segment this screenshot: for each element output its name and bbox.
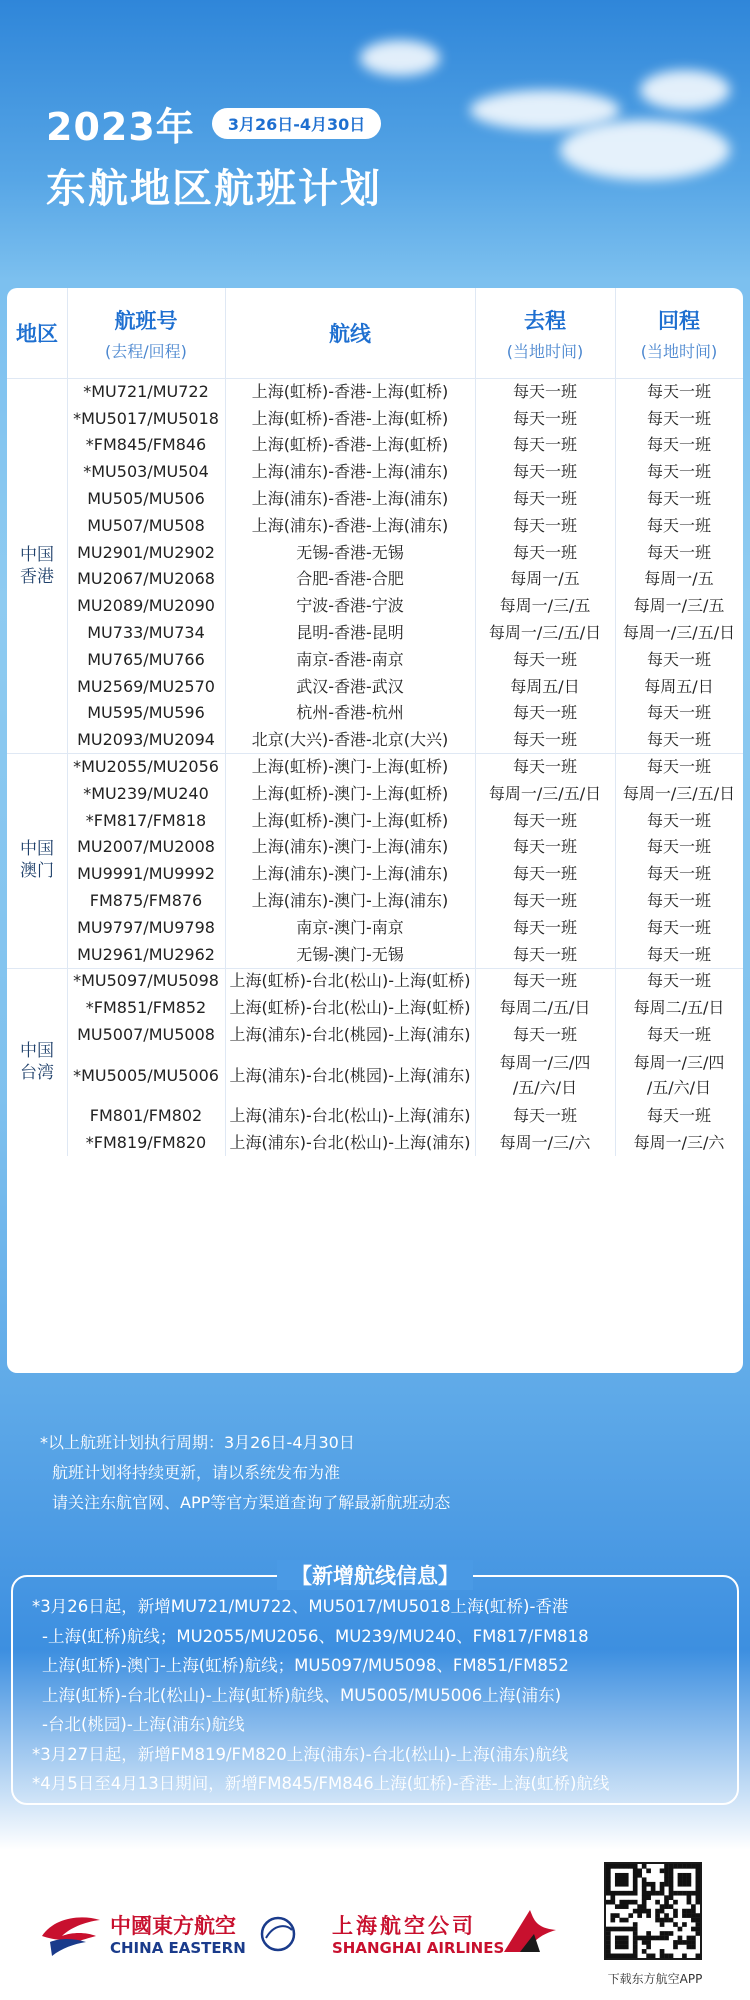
header-route-label: 航线 — [329, 322, 371, 346]
flight-number-cell: MU2007/MU2008 — [77, 837, 215, 857]
route-cell: 北京(大兴)-香港-北京(大兴) — [251, 730, 449, 750]
column-divider — [225, 288, 226, 1156]
qr-code-label: 下载东方航空APP — [607, 1972, 703, 1986]
route-cell: 上海(浦东)-澳门-上海(浦东) — [251, 864, 449, 884]
return-cell: 每天一班 — [646, 542, 711, 562]
table-row — [67, 378, 743, 405]
return-cell: 每天一班 — [646, 649, 711, 669]
header-outbound-sublabel: (当地时间) — [506, 341, 584, 361]
return-cell: 每周五/日 — [644, 676, 714, 696]
table-row — [67, 566, 743, 593]
new-routes-body — [32, 1592, 732, 1799]
new-route-line: 上海(虹桥)-台北(松山)-上海(虹桥)航线、MU5005/MU5006上海(浦东) — [42, 1685, 562, 1705]
outbound-cell: 每周一/三/五 — [499, 596, 591, 616]
column-divider — [475, 288, 476, 1156]
route-cell: 上海(虹桥)-香港-上海(虹桥) — [251, 381, 449, 401]
route-cell: 上海(浦东)-香港-上海(浦东) — [251, 489, 449, 509]
return-cell: 每周一/三/五/日 — [622, 783, 736, 803]
table-header — [7, 288, 743, 378]
region-cell — [7, 378, 67, 753]
header-return-sublabel: (当地时间) — [640, 341, 718, 361]
outbound-cell: 每天一班 — [512, 381, 577, 401]
region-label: 中国 — [20, 544, 54, 565]
header-return — [615, 288, 743, 378]
table-row — [67, 968, 743, 995]
table-row — [67, 834, 743, 861]
flight-number-cell: MU2093/MU2094 — [77, 730, 215, 750]
route-cell: 无锡-澳门-无锡 — [296, 944, 404, 964]
outbound-cell-line: 每周一/三/四 — [499, 1053, 591, 1072]
route-cell: 上海(虹桥)-台北(松山)-上海(虹桥) — [229, 971, 471, 991]
table-row — [67, 1129, 743, 1156]
outbound-cell: 每天一班 — [512, 810, 577, 830]
header-flight-label: 航班号 — [114, 308, 178, 333]
route-cell: 上海(浦东)-台北(桃园)-上海(浦东) — [229, 1025, 471, 1045]
table-row — [67, 485, 743, 512]
return-cell-line: /五/六/日 — [646, 1078, 712, 1097]
route-cell: 上海(浦东)-香港-上海(浦东) — [251, 462, 449, 482]
route-cell: 南京-澳门-南京 — [296, 917, 404, 937]
route-cell: 上海(虹桥)-澳门-上海(虹桥) — [251, 783, 449, 803]
return-cell: 每周一/三/五 — [633, 596, 725, 616]
route-cell: 武汉-香港-武汉 — [296, 676, 404, 696]
return-cell: 每天一班 — [646, 381, 711, 401]
outbound-cell: 每天一班 — [512, 837, 577, 857]
header-region-label: 地区 — [16, 322, 58, 346]
route-cell: 上海(虹桥)-台北(松山)-上海(虹桥) — [229, 998, 471, 1018]
flight-number-cell: FM875/FM876 — [89, 891, 203, 911]
table-row — [67, 432, 743, 459]
table-row — [67, 539, 743, 566]
column-divider — [615, 288, 616, 1156]
flight-number-cell: *FM851/FM852 — [85, 998, 207, 1018]
route-cell: 上海(浦东)-台北(桃园)-上海(浦东) — [229, 1065, 471, 1085]
route-cell: 杭州-香港-杭州 — [296, 703, 404, 723]
return-cell: 每天一班 — [646, 515, 711, 535]
outbound-cell: 每天一班 — [512, 891, 577, 911]
return-cell: 每天一班 — [646, 435, 711, 455]
flight-number-cell: *MU721/MU722 — [83, 381, 209, 401]
outbound-cell: 每天一班 — [512, 971, 577, 991]
table-row — [67, 673, 743, 700]
table-row — [67, 914, 743, 941]
route-cell: 合肥-香港-合肥 — [296, 569, 404, 589]
table-row — [67, 1048, 743, 1102]
flight-number-cell: MU5007/MU5008 — [77, 1025, 215, 1045]
region-label: 中国 — [20, 1040, 54, 1061]
table-row — [67, 780, 743, 807]
qr-code-icon — [606, 1864, 700, 1958]
outbound-cell: 每天一班 — [512, 730, 577, 750]
header-route — [225, 288, 475, 378]
shanghai-airlines-name-cn: 上海航空公司 — [332, 1913, 476, 1938]
table-row — [67, 860, 743, 887]
new-routes-title-text: 【新增航线信息】 — [277, 1560, 473, 1590]
header-outbound-label: 去程 — [524, 308, 566, 333]
return-cell: 每天一班 — [646, 462, 711, 482]
outbound-cell: 每周一/三/五/日 — [488, 783, 602, 803]
date-range-badge: 3月26日-4月30日 — [212, 108, 381, 139]
flight-number-cell: *FM817/FM818 — [85, 810, 207, 830]
return-cell: 每周二/五/日 — [633, 998, 725, 1018]
outbound-cell: 每周一/三/五/日 — [488, 623, 602, 643]
schedule-notes — [40, 1428, 450, 1518]
outbound-cell — [475, 1048, 615, 1102]
flight-number-cell: *MU5017/MU5018 — [73, 408, 219, 428]
table-row — [67, 941, 743, 968]
flight-number-cell: MU2569/MU2570 — [77, 676, 215, 696]
header-flight-sublabel: (去程/回程) — [105, 341, 187, 361]
route-cell: 上海(虹桥)-香港-上海(虹桥) — [251, 408, 449, 428]
outbound-cell-line: /五/六/日 — [512, 1078, 578, 1097]
table-row — [67, 405, 743, 432]
outbound-cell: 每天一班 — [512, 703, 577, 723]
table-row — [67, 592, 743, 619]
route-cell: 无锡-香港-无锡 — [296, 542, 404, 562]
china-eastern-name-cn: 中國東方航空 — [110, 1914, 236, 1938]
table-row — [67, 807, 743, 834]
flight-number-cell: *MU5005/MU5006 — [73, 1065, 219, 1085]
header-return-label: 回程 — [658, 308, 700, 333]
new-route-line: -台北(桃园)-上海(浦东)航线 — [42, 1715, 245, 1734]
table-row — [67, 646, 743, 673]
outbound-cell: 每周二/五/日 — [499, 998, 591, 1018]
outbound-cell: 每天一班 — [512, 515, 577, 535]
table-row — [67, 512, 743, 539]
region-cell — [7, 753, 67, 967]
page-header — [46, 96, 382, 214]
return-cell-line: 每周一/三/四 — [633, 1053, 725, 1072]
return-cell — [615, 1048, 743, 1102]
route-cell: 上海(浦东)-香港-上海(浦东) — [251, 515, 449, 535]
flight-number-cell: MU9797/MU9798 — [77, 917, 215, 937]
flight-number-cell: *MU503/MU504 — [83, 462, 209, 482]
flight-number-cell: MU9991/MU9992 — [77, 864, 215, 884]
table-row — [67, 753, 743, 780]
outbound-cell: 每天一班 — [512, 489, 577, 509]
outbound-cell: 每周五/日 — [510, 676, 580, 696]
table-row — [67, 700, 743, 727]
flight-number-cell: MU2901/MU2902 — [77, 542, 215, 562]
cloud-decoration — [560, 120, 730, 180]
crane-icon — [500, 1906, 560, 1956]
note-line: *以上航班计划执行周期：3月26日-4月30日 — [40, 1433, 355, 1452]
route-cell: 上海(虹桥)-澳门-上海(虹桥) — [251, 810, 449, 830]
outbound-cell: 每天一班 — [512, 408, 577, 428]
flight-number-cell: MU765/MU766 — [87, 649, 205, 669]
flight-number-cell: *FM819/FM820 — [85, 1132, 207, 1152]
note-line: 请关注东航官网、APP等官方渠道查询了解最新航班动态 — [52, 1493, 451, 1512]
table-row — [67, 458, 743, 485]
table-row — [67, 619, 743, 646]
flight-schedule-table — [7, 288, 743, 1373]
route-cell: 上海(浦东)-台北(松山)-上海(浦东) — [229, 1105, 471, 1125]
return-cell: 每天一班 — [646, 730, 711, 750]
outbound-cell: 每天一班 — [512, 917, 577, 937]
return-cell: 每天一班 — [646, 944, 711, 964]
region-label: 中国 — [20, 839, 54, 860]
region-label: 台湾 — [20, 1062, 54, 1083]
outbound-cell: 每天一班 — [512, 864, 577, 884]
return-cell: 每天一班 — [646, 408, 711, 428]
region-label: 香港 — [20, 566, 54, 587]
footer — [0, 1850, 750, 2000]
new-route-line: *3月26日起，新增MU721/MU722、MU5017/MU5018上海(虹桥)-香港 — [32, 1597, 569, 1616]
note-line: 航班计划将持续更新，请以系统发布为准 — [52, 1463, 341, 1482]
outbound-cell: 每天一班 — [512, 649, 577, 669]
flight-number-cell: MU507/MU508 — [87, 515, 205, 535]
return-cell: 每天一班 — [646, 489, 711, 509]
header-region — [7, 288, 67, 378]
return-cell: 每天一班 — [646, 757, 711, 777]
flight-number-cell: MU2067/MU2068 — [77, 569, 215, 589]
route-cell: 宁波-香港-宁波 — [296, 596, 404, 616]
new-route-line: *3月27日起，新增FM819/FM820上海(浦东)-台北(松山)-上海(浦东)航线 — [32, 1744, 569, 1764]
cloud-decoration — [640, 70, 730, 110]
region-cell — [7, 968, 67, 1156]
return-cell: 每天一班 — [646, 810, 711, 830]
route-cell: 昆明-香港-昆明 — [296, 623, 404, 643]
flight-number-cell: FM801/FM802 — [89, 1105, 203, 1125]
new-routes-title — [0, 1560, 750, 1590]
china-eastern-name-en: CHINA EASTERN — [110, 1939, 246, 1957]
skyteam-icon — [258, 1914, 298, 1954]
outbound-cell: 每天一班 — [512, 1025, 577, 1045]
shanghai-airlines-name-en: SHANGHAI AIRLINES — [332, 1939, 505, 1957]
return-cell: 每周一/五 — [644, 569, 714, 589]
flight-number-cell: *MU239/MU240 — [83, 783, 209, 803]
return-cell: 每天一班 — [646, 837, 711, 857]
return-cell: 每天一班 — [646, 1105, 711, 1125]
return-cell: 每天一班 — [646, 917, 711, 937]
outbound-cell: 每天一班 — [512, 1105, 577, 1125]
region-label: 澳门 — [20, 861, 54, 882]
flight-number-cell: *FM845/FM846 — [85, 435, 207, 455]
route-cell: 上海(浦东)-澳门-上海(浦东) — [251, 891, 449, 911]
return-cell: 每天一班 — [646, 891, 711, 911]
return-cell: 每周一/三/六 — [633, 1132, 725, 1152]
china-eastern-swallow-icon — [40, 1912, 102, 1958]
flight-number-cell: MU733/MU734 — [87, 623, 205, 643]
outbound-cell: 每天一班 — [512, 462, 577, 482]
table-row — [67, 726, 743, 753]
flight-number-cell: MU595/MU596 — [87, 703, 205, 723]
return-cell: 每天一班 — [646, 703, 711, 723]
route-cell: 上海(浦东)-澳门-上海(浦东) — [251, 837, 449, 857]
column-divider — [67, 288, 68, 1156]
table-row — [67, 1102, 743, 1129]
return-cell: 每天一班 — [646, 971, 711, 991]
outbound-cell: 每天一班 — [512, 435, 577, 455]
return-cell: 每周一/三/五/日 — [622, 623, 736, 643]
header-outbound — [475, 288, 615, 378]
flight-number-cell: MU505/MU506 — [87, 489, 205, 509]
outbound-cell: 每周一/三/六 — [499, 1132, 591, 1152]
table-row — [67, 994, 743, 1021]
flight-number-cell: MU2089/MU2090 — [77, 596, 215, 616]
return-cell: 每天一班 — [646, 1025, 711, 1045]
new-route-line: -上海(虹桥)航线；MU2055/MU2056、MU239/MU240、FM817/FM818 — [42, 1626, 589, 1646]
new-route-line: 上海(虹桥)-澳门-上海(虹桥)航线；MU5097/MU5098、FM851/FM852 — [42, 1656, 569, 1675]
outbound-cell: 每天一班 — [512, 944, 577, 964]
outbound-cell: 每周一/五 — [510, 569, 580, 589]
cloud-decoration — [360, 40, 440, 76]
header-year: 2023年 — [46, 105, 195, 149]
route-cell: 上海(虹桥)-香港-上海(虹桥) — [251, 435, 449, 455]
outbound-cell: 每天一班 — [512, 757, 577, 777]
table-row — [67, 887, 743, 914]
flight-number-cell: *MU5097/MU5098 — [73, 971, 219, 991]
route-cell: 上海(浦东)-台北(松山)-上海(浦东) — [229, 1132, 471, 1152]
new-route-line: *4月5日至4月13日期间，新增FM845/FM846上海(虹桥)-香港-上海(虹桥)航线 — [32, 1774, 610, 1793]
return-cell: 每天一班 — [646, 864, 711, 884]
route-cell: 南京-香港-南京 — [296, 649, 404, 669]
app-qr-code[interactable] — [604, 1862, 702, 1960]
table-row — [67, 1021, 743, 1048]
outbound-cell: 每天一班 — [512, 542, 577, 562]
flight-number-cell: MU2961/MU2962 — [77, 944, 215, 964]
page-title: 东航地区航班计划 — [46, 166, 382, 212]
flight-number-cell: *MU2055/MU2056 — [73, 757, 219, 777]
header-flight — [67, 288, 225, 378]
route-cell: 上海(虹桥)-澳门-上海(虹桥) — [251, 757, 449, 777]
